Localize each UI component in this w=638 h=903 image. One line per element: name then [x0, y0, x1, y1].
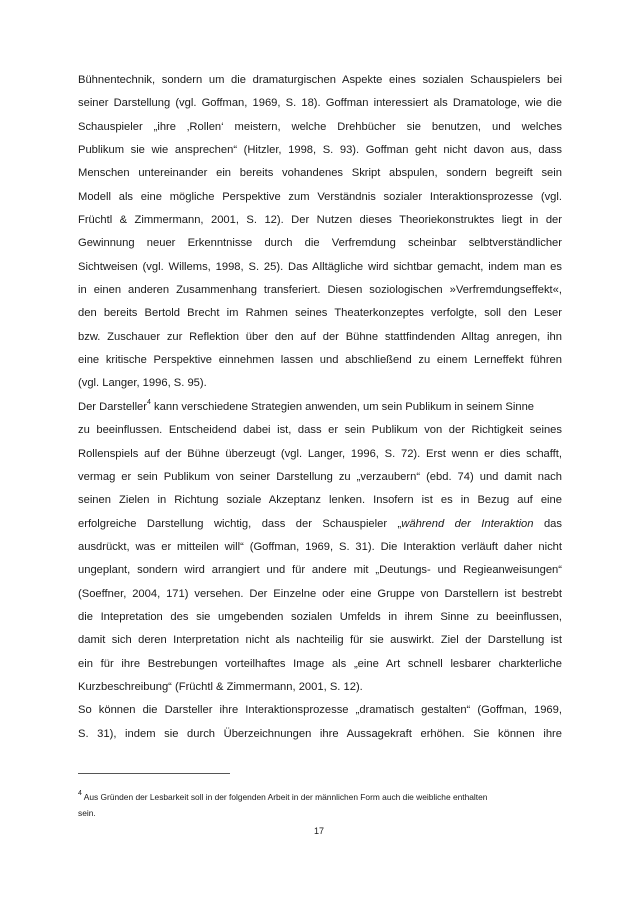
text-line: zu beeinflussen. Entscheidend dabei ist, dass er sein Publikum von der Richtigkeit seines — [78, 424, 562, 437]
text-line: So können die Darsteller ihre Interaktionsprozesse „dramatisch gestalten“ (Goffman, 1969, — [78, 704, 562, 717]
text-line: Rollenspiels auf der Bühne überzeugt (vgl. Langer, 1996, S. 72). Erst wenn er dies schafft, — [78, 447, 562, 460]
text-line: Gewinnung neuer Erkenntnisse durch die Verfremdung scheinbar selbtverständlicher — [78, 237, 562, 250]
italic-quote: während der Interaktion — [401, 517, 534, 530]
footnote-line: sein. — [78, 807, 96, 818]
text-line — [78, 396, 562, 419]
text-line: Modell als eine mögliche Perspektive zum Verständnis sozialer Interaktionsprozesse (vgl. — [78, 190, 562, 203]
text-line: Sichtweisen (vgl. Willems, 1998, S. 25). Das Alltägliche wird sichtbar gemacht, indem man es — [78, 260, 562, 273]
footnote — [78, 790, 562, 821]
footnote-marker: 4 — [78, 790, 82, 798]
text-line: Menschen untereinander ein bereits vohandenes Skript abspulen, sondern begreift sein — [78, 167, 562, 180]
text-segment: Der Darsteller — [78, 400, 148, 413]
text-line: Kurzbeschreibung“ (Früchtl & Zimmermann, 2001, S. 12). — [78, 680, 363, 693]
paragraph-2 — [78, 396, 562, 699]
text-line: ein für ihre Bestrebungen vorteilhaftes Image als „eine Art schnell lesbarer charkterliche — [78, 657, 562, 670]
footnote-reference[interactable]: 4 — [147, 399, 151, 407]
text-line: Früchtl & Zimmermann, 2001, S. 12). Der Nutzen dieses Theoriekonstruktes liegt in der — [78, 214, 562, 227]
paragraph-1 — [78, 69, 562, 396]
paragraph-3 — [78, 699, 562, 746]
footnote-text: Aus Gründen der Lesbarkeit soll in der folgenden Arbeit in der männlichen Form auch die weibliche enthalten — [81, 792, 488, 802]
text-line: ungeplant, sondern wird arrangiert und für andere mit „Deutungs- und Regieanweisungen“ — [78, 564, 562, 577]
text-segment: kann verschiedene Strategien anwenden, um sein Publikum in seinem Sinne — [150, 400, 535, 413]
text-line: vermag er sein Publikum von seiner Darstellung zu „verzaubern“ (ebd. 74) und damit nach — [78, 470, 562, 483]
text-line: Bühnentechnik, sondern um die dramaturgischen Aspekte eines sozialen Schauspielers bei — [78, 74, 562, 86]
text-line — [78, 513, 562, 536]
text-line: eine kritische Perspektive einnehmen lassen und abschließend zu einem Lerneffekt führen — [78, 354, 562, 367]
footnote-separator — [78, 773, 230, 774]
text-line: (Soeffner, 2004, 171) versehen. Der Einzelne oder eine Gruppe von Darstellern ist bestrebt — [78, 587, 562, 600]
text-segment: erfolgreiche Darstellung wichtig, dass der Schauspieler „ — [78, 517, 402, 530]
text-line: seinen Zielen in Richtung soziale Akzeptanz lenken. Insofern ist es in Bezug auf eine — [78, 494, 562, 507]
text-line: bzw. Zuschauer zur Reflektion über den auf der Bühne stattfindenden Alltag anregen, ihn — [78, 330, 562, 343]
text-line: ausdrückt, was er mitteilen will“ (Goffman, 1969, S. 31). Die Interaktion verläuft daher nicht — [78, 540, 562, 553]
text-line: die Intepretation des sie umgebenden sozialen Umfelds in ihrem Sinne zu beeinflussen, — [78, 610, 562, 623]
text-line: S. 31), indem sie durch Überzeichnungen ihre Aussagekraft erhöhen. Sie können ihre — [78, 727, 562, 740]
text-line: (vgl. Langer, 1996, S. 95). — [78, 377, 207, 390]
text-line: in einen anderen Zusammenhang transferiert. Diesen soziologischen »Verfremdungseffekt«, — [78, 284, 562, 297]
footnote-line — [78, 790, 562, 806]
text-segment: das — [533, 517, 562, 530]
text-line: seiner Darstellung (vgl. Goffman, 1969, S. 18). Goffman interessiert als Dramatologe, wie die — [78, 97, 562, 110]
text-line: Schauspieler „ihre ‚Rollen‘ meistern, welche Drehbücher sie benutzen, und welches — [78, 120, 562, 133]
body-text — [78, 69, 562, 746]
page-number: 17 — [313, 826, 324, 836]
text-line: den bereits Bertold Brecht im Rahmen seines Theaterkonzeptes verfolgte, soll den Leser — [78, 307, 562, 320]
text-line: Publikum sie wie ansprechen“ (Hitzler, 1998, S. 93). Goffman geht nicht davon aus, dass — [78, 144, 562, 157]
text-line: damit sich deren Interpretation nicht als nachteilig für sie auswirkt. Ziel der Darstellung ist — [78, 634, 562, 647]
